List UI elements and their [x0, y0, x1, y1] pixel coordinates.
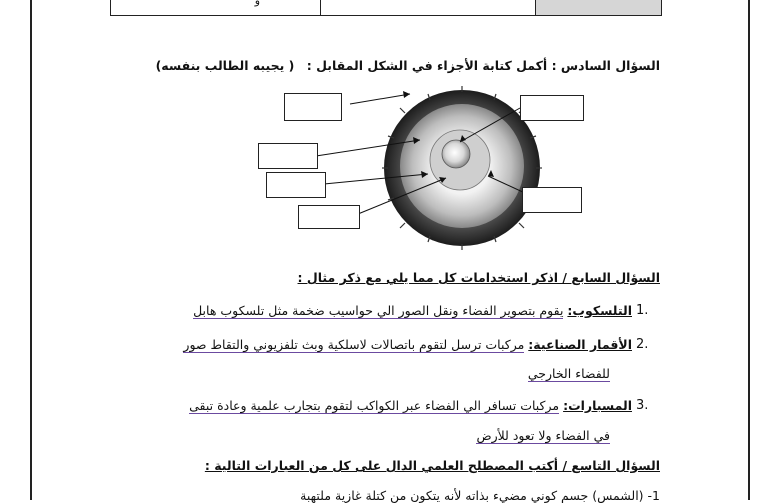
- q7-term: الأقمار الصناعية:: [528, 337, 632, 352]
- q7-answer-cont: [528, 366, 610, 381]
- label-box-inner-core[interactable]: [520, 95, 584, 121]
- page-border-left: [30, 0, 32, 500]
- label-box-lower-mantle[interactable]: [266, 172, 326, 198]
- q6-note: ( يجيبه الطالب بنفسه): [155, 58, 295, 73]
- earth-inner-core: [442, 140, 470, 168]
- q7-item-number: 3.: [636, 398, 649, 413]
- q7-answer: مركبات تسافر الي الفضاء عبر الكواكب لتقوم بتجارب علمية وعادة تبقى: [189, 398, 560, 413]
- q7-title: السؤال السابع / اذكر استخدامات كل مما يلي مع ذكر مثال :: [297, 270, 660, 285]
- q7-item-satellites: [183, 337, 632, 352]
- label-box-crust[interactable]: [284, 93, 342, 121]
- q6-title: [156, 58, 660, 73]
- table-cell-shaded: [536, 0, 661, 15]
- q7-answer-line2: في الفضاء ولا تعود للأرض: [476, 428, 610, 443]
- top-table: [110, 0, 662, 16]
- q7-item-number: 1.: [636, 303, 649, 318]
- table-cell-text: و: [254, 0, 260, 7]
- q7-answer: يقوم بتصوير الفضاء ونقل الصور الي حواسيب ضخمة مثل تلسكوب هابل: [193, 303, 564, 318]
- q7-item-number: 2.: [636, 337, 649, 352]
- label-box-outer-core[interactable]: [298, 205, 360, 229]
- q7-answer-cont: [476, 428, 610, 443]
- q7-answer: مركبات ترسل لتقوم باتصالات لاسلكية وبث تلفزيوني والتقاط صور: [183, 337, 525, 352]
- q7-item-telescope: [193, 303, 632, 318]
- q7-term: التلسكوب:: [567, 303, 632, 318]
- table-cell: [321, 0, 536, 15]
- q6-title-text: السؤال السادس : أكمل كتابة الأجزاء في الشكل المقابل :: [306, 58, 660, 73]
- label-box-upper-mantle[interactable]: [258, 143, 318, 169]
- q7-answer-line2: للفضاء الخارجي: [527, 366, 610, 381]
- page-border-right: [748, 0, 750, 500]
- table-cell: [111, 0, 321, 15]
- q7-item-probes: [189, 398, 632, 413]
- q9-first-item: 1- (الشمس) جسم كوني مضيء بذاته لأنه يتكون من كتلة غازية ملتهبة: [300, 488, 660, 503]
- q7-term: المسبارات:: [563, 398, 632, 413]
- label-box-mantle[interactable]: [522, 187, 582, 213]
- q9-title: السؤال التاسع / أكتب المصطلح العلمي الدال على كل من العبارات التالية :: [204, 458, 660, 473]
